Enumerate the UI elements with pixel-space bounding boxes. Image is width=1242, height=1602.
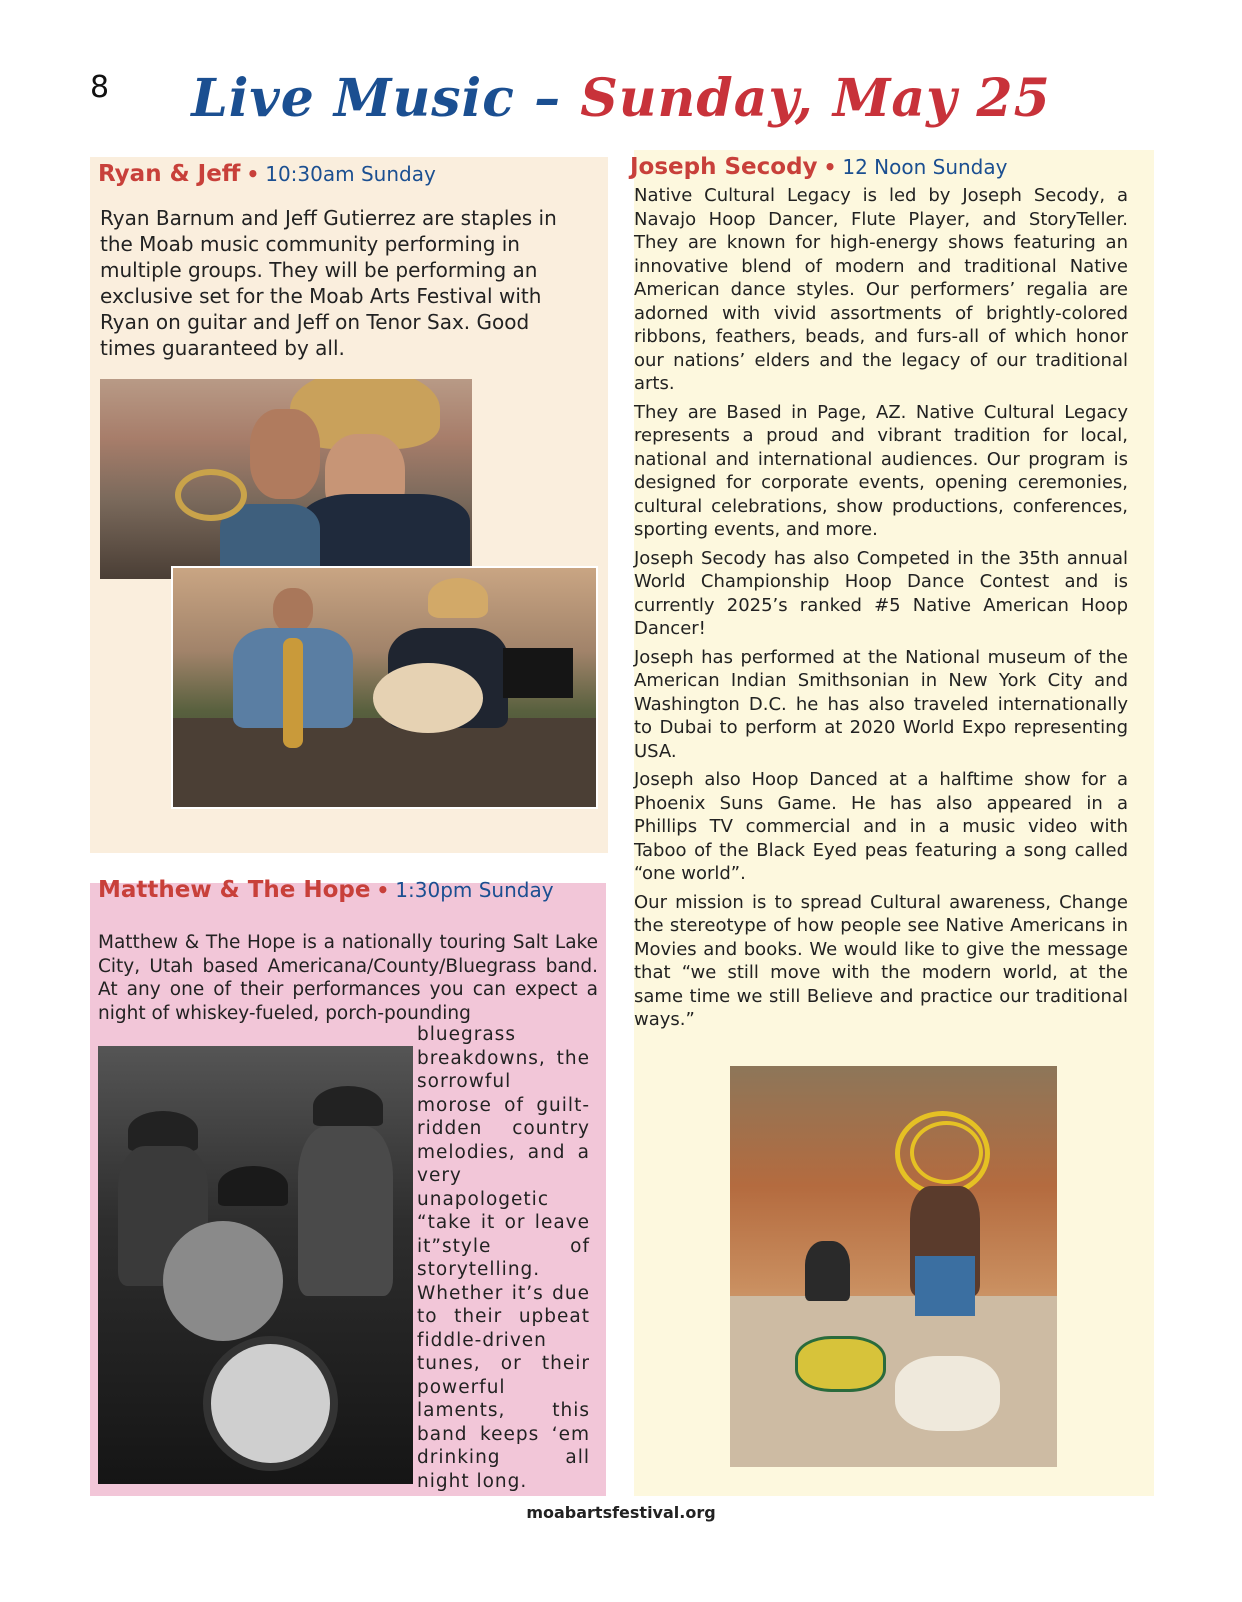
joseph-secody-section [630,150,1154,1496]
joseph-secody-time: 12 Noon Sunday [842,155,1008,179]
joseph-paragraph: Native Cultural Legacy is led by Joseph Secody, a Navajo Hoop Dancer, Flute Player, and StoryTeller. They are known for high-energy shows featuring an innovative blend of modern and traditional Native American dance styles. Our performers’ regalia are adorned with vivid assortments of brightly-colored ribbons, feathers, beads, and furs-all of which honor our nations’ elders and the legacy of our traditional arts. [634,185,1128,394]
joseph-paragraph: Joseph Secody has also Competed in the 35th annual World Championship Hoop Dance Contest and is currently 2025’s ranked #5 Native American Hoop Dancer! [634,547,1128,639]
ryan-jeff-name: Ryan & Jeff [98,161,241,187]
joseph-secody-description [634,184,1128,1037]
matthew-hope-description-intro: Matthew & The Hope is a nationally touring Salt Lake City, Utah based Americana/County/Bluegrass band. At any one of their performances you can expect a night of whiskey-fueled, porch-pounding [98,932,598,1024]
joseph-secody-header [630,154,1007,180]
page-title [0,68,1242,129]
matthew-hope-description-wrap: bluegrass breakdowns, the sorrowful morose of guilt-ridden country melodies, and a very unapologetic “take it or leave it”style of storytelling. Whether it’s due to their upbeat fiddle-driven tunes, or their powerful laments, this band keeps ‘em drinking all night long. [417,1024,590,1492]
matthew-hope-header [98,877,554,903]
matthew-hope-band-photo [98,1046,413,1484]
matthew-hope-time: 1:30pm Sunday [395,878,554,902]
matthew-hope-name: Matthew & The Hope [98,877,371,903]
page-title-part1: Live Music – [191,68,562,129]
ryan-jeff-photo-closeup [100,379,472,579]
ryan-jeff-header [98,161,436,187]
bullet-dot: • [823,155,837,179]
bullet-dot: • [376,878,390,902]
page-number: 8 [90,70,110,105]
ryan-jeff-photo-performing [171,566,598,809]
ryan-jeff-description: Ryan Barnum and Jeff Gutierrez are staples in the Moab music community performing in multiple groups. They will be performing an exclusive set for the Moab Arts Festival with Ryan on guitar and Jeff on Tenor Sax. Good times guaranteed by all. [100,206,557,360]
joseph-paragraph: They are Based in Page, AZ. Native Cultural Legacy represents a proud and vibrant tradition for local, national and international audiences. Our program is designed for corporate events, opening ceremonies, cultural celebrations, show productions, conferences, sporting events, and more. [634,401,1128,540]
matthew-hope-section [90,877,606,1496]
joseph-secody-hoop-dance-photo [730,1066,1057,1467]
joseph-paragraph: Joseph has performed at the National museum of the American Indian Smithsonian in New York City and Washington D.C. he has also traveled internationally to Dubai to perform at 2020 World Expo representing USA. [634,646,1128,762]
ryan-jeff-section [90,157,608,853]
joseph-paragraph: Our mission is to spread Cultural awareness, Change the stereotype of how people see Native Americans in Movies and books. We would like to give the message that “we still move with the modern world, at the same time we still Believe and practice our traditional ways.” [634,891,1128,1030]
joseph-secody-name: Joseph Secody [630,154,818,180]
footer-website: moabartsfestival.org [526,1503,716,1522]
ryan-jeff-time: 10:30am Sunday [265,162,436,186]
joseph-paragraph: Joseph also Hoop Danced at a halftime show for a Phoenix Suns Game. He has also appeared in a Phillips TV commercial and in a music video with Taboo of the Black Eyed peas featuring a song called “one world”. [634,769,1128,884]
bullet-dot: • [246,162,260,186]
page-title-part2: Sunday, May 25 [580,68,1051,129]
